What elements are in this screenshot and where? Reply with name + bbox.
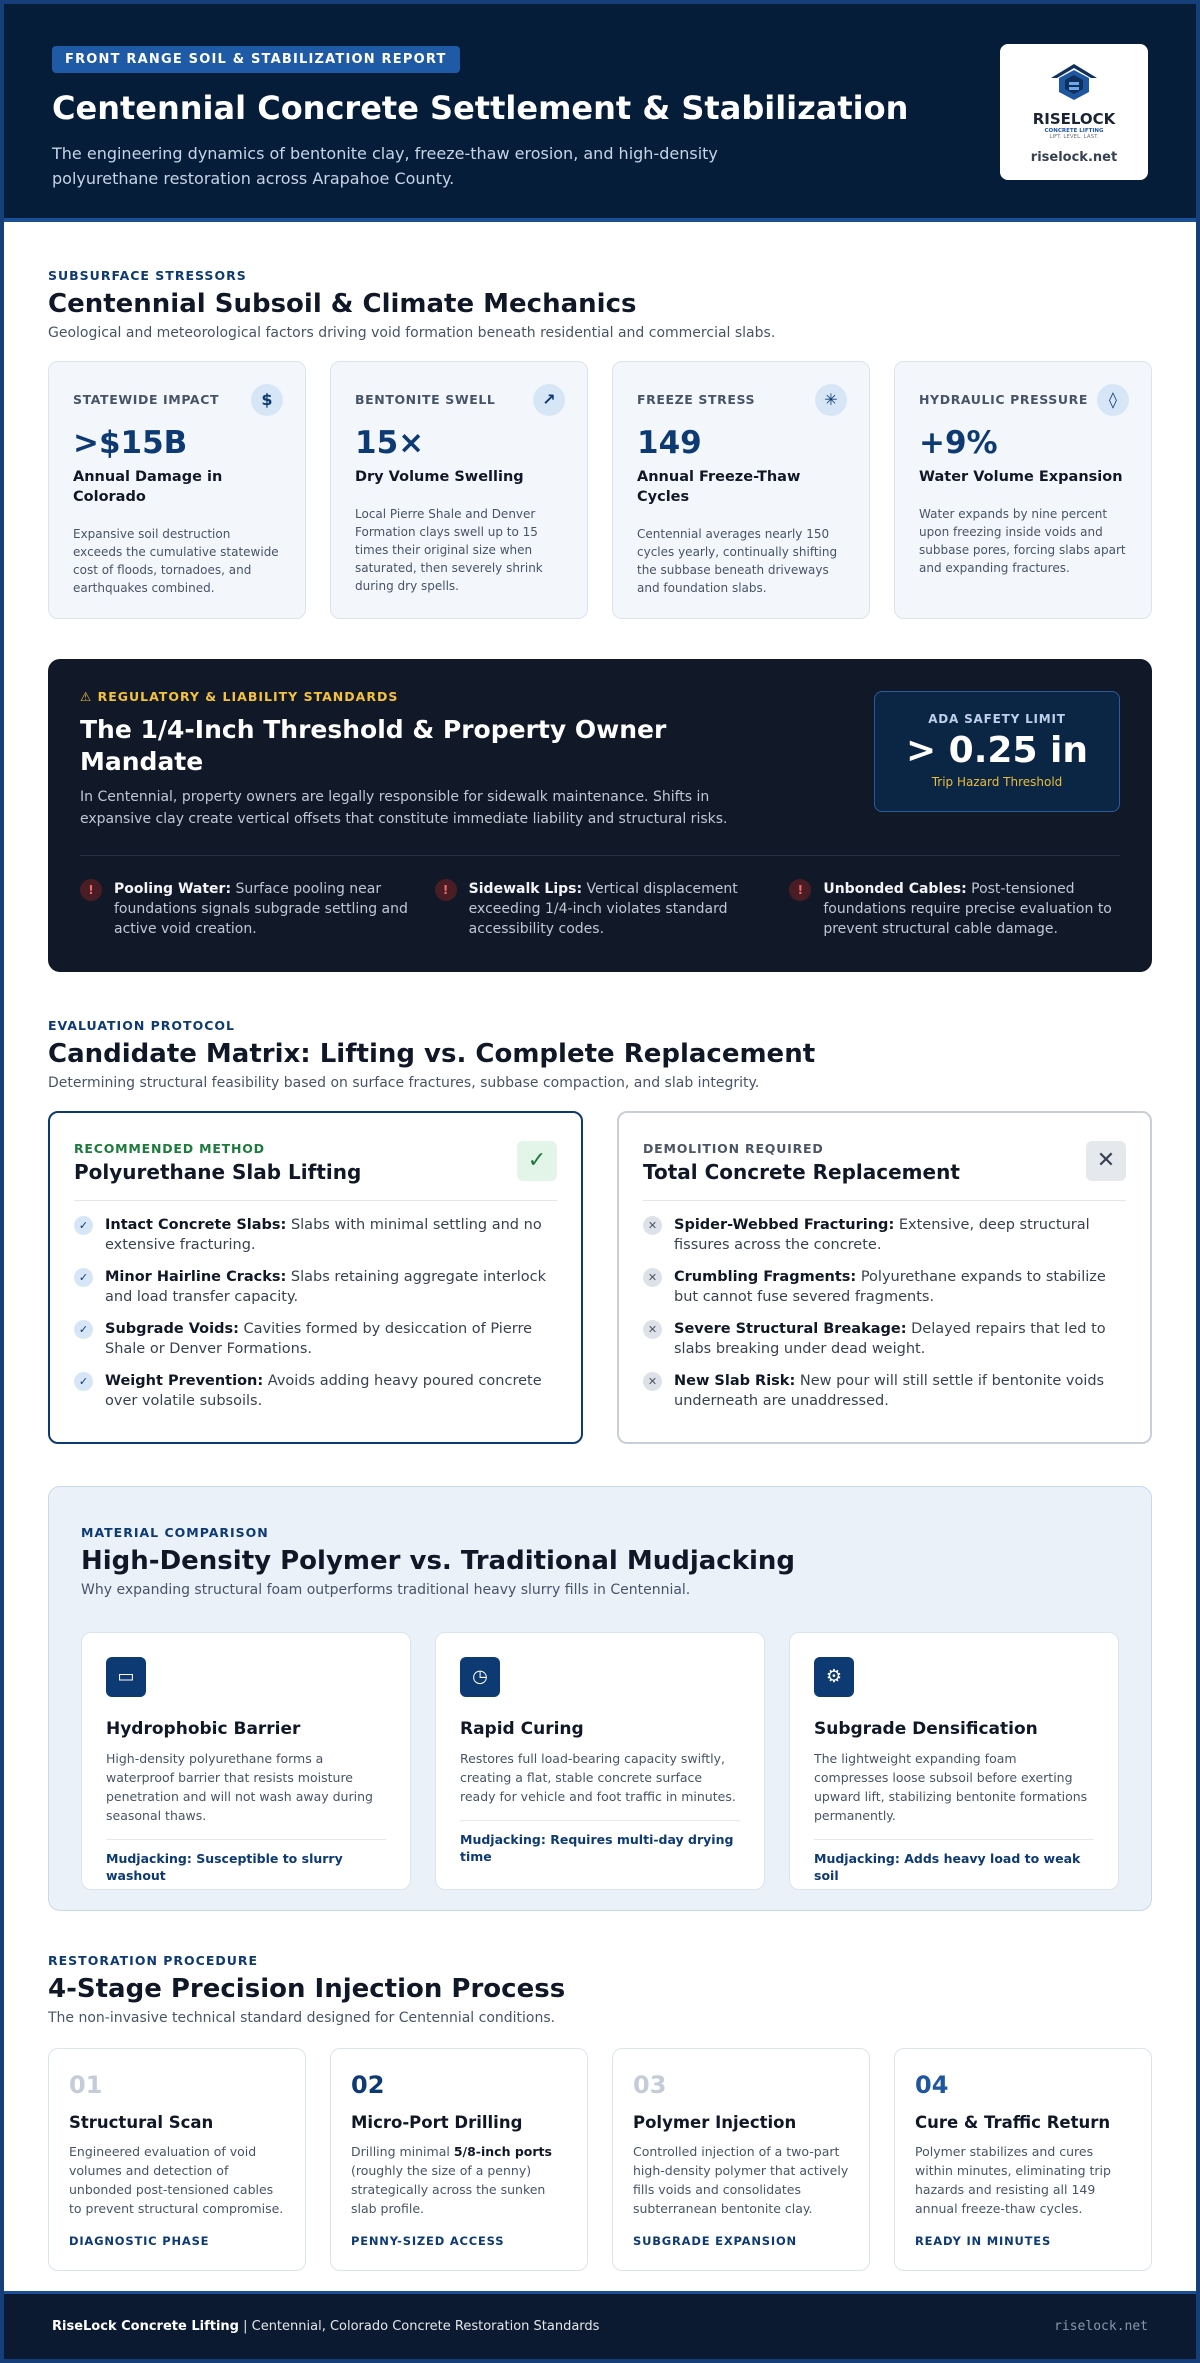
item-title: Minor Hairline Cracks: [105, 1269, 287, 1285]
material-comparison-panel [48, 1486, 1152, 1911]
page-subtitle: The engineering dynamics of bentonite clay, freeze-thaw erosion, and high-density polyurethane restoration across Arapahoe County. [52, 144, 718, 188]
x-icon: ✕ [643, 1216, 662, 1235]
step-number: 02 [351, 2071, 385, 2099]
demolition-card [617, 1111, 1152, 1444]
dollar-icon: $ [251, 384, 283, 416]
item-title: New Slab Risk: [674, 1373, 796, 1389]
demolition-eyebrow: DEMOLITION REQUIRED [643, 1141, 824, 1156]
stat-label: HYDRAULIC PRESSURE [919, 392, 1088, 407]
ada-limit-card [874, 691, 1120, 812]
step-number: 01 [69, 2071, 103, 2099]
house-shield-icon [1047, 62, 1101, 104]
process-steps [48, 2048, 1152, 2271]
step-footer: READY IN MINUTES [915, 2234, 1052, 2248]
stat-metric: Water Volume Expansion [919, 469, 1123, 485]
briefcase-icon: ▭ [106, 1657, 146, 1697]
stat-description: Centennial averages nearly 150 cycles yearly, continually shifting the subbase beneath driveways and foundation slabs. [637, 527, 838, 595]
x-icon: ✕ [643, 1268, 662, 1287]
material-eyebrow: MATERIAL COMPARISON [81, 1525, 269, 1540]
item-title: Intact Concrete Slabs: [105, 1217, 287, 1233]
step-card [48, 2048, 306, 2271]
alert-icon: ! [435, 879, 457, 901]
step-desc-emphasis: 5/8-inch ports [453, 2144, 552, 2159]
step-number: 03 [633, 2071, 667, 2099]
page-footer [4, 2291, 1196, 2359]
risk-title: Sidewalk Lips: [468, 881, 583, 897]
mandate-panel [48, 659, 1152, 972]
page-title: Centennial Concrete Settlement & Stabilization [52, 89, 909, 127]
item-text [674, 1215, 1126, 1255]
item-body: Avoids adding heavy poured concrete over volatile subsoils. [105, 1373, 542, 1409]
process-title: 4-Stage Precision Injection Process [48, 1974, 566, 2004]
risk-body: Surface pooling near foundations signals subgrade settling and active void creation. [114, 881, 408, 937]
item-text [105, 1267, 557, 1307]
check-icon: ✓ [74, 1320, 93, 1339]
stat-label: BENTONITE SWELL [355, 392, 496, 407]
stressors-eyebrow: SUBSURFACE STRESSORS [48, 268, 247, 283]
material-card-desc: Restores full load-bearing capacity swiftly, creating a flat, stable concrete surface ready for vehicle and foot traffic in minutes. [460, 1751, 736, 1804]
stat-cards [48, 361, 1152, 619]
demolition-title: Total Concrete Replacement [643, 1160, 960, 1184]
material-card-title: Hydrophobic Barrier [106, 1719, 301, 1739]
stat-value: 15× [355, 425, 425, 461]
stat-metric: Annual Freeze-Thaw Cycles [637, 469, 801, 505]
logo-url[interactable]: riselock.net [1030, 150, 1118, 165]
material-title: High-Density Polymer vs. Traditional Mudjacking [81, 1546, 796, 1576]
stat-metric: Annual Damage in Colorado [73, 469, 223, 505]
matrix-lead: Determining structural feasibility based on surface fractures, subbase compaction, and slab integrity. [48, 1075, 760, 1091]
trend-up-icon: ↗ [533, 384, 565, 416]
logo-tagline-2: LIFT. LEVEL. LAST. [1049, 134, 1099, 140]
risk-text [114, 879, 411, 939]
stressors-section [4, 222, 1196, 2271]
item-title: Weight Prevention: [105, 1373, 264, 1389]
risk-item [789, 879, 1120, 939]
logo-card[interactable] [1000, 44, 1148, 180]
stressors-title: Centennial Subsoil & Climate Mechanics [48, 289, 637, 319]
matrix-section [48, 1018, 1152, 1444]
material-card-title: Subgrade Densification [814, 1719, 1038, 1739]
mandate-text: In Centennial, property owners are legally responsible for sidewalk maintenance. Shifts in expansive clay create vertical offsets that constitute immediate liability and structural risks. [80, 789, 728, 827]
ada-note: Trip Hazard Threshold [931, 775, 1063, 789]
step-number: 04 [915, 2071, 949, 2099]
stat-metric: Dry Volume Swelling [355, 469, 524, 485]
ada-value: > 0.25 in [905, 730, 1089, 771]
item-body: Cavities formed by desiccation of Pierre Shale or Denver Formations. [105, 1321, 533, 1357]
step-desc [351, 2142, 567, 2218]
logo-wordmark: RISELOCK [1032, 110, 1116, 128]
recommended-card [48, 1111, 583, 1444]
material-lead: Why expanding structural foam outperforms traditional heavy slurry fills in Centennial. [81, 1582, 691, 1598]
stat-card-freeze-stress [612, 361, 870, 619]
stat-card-hydraulic-pressure [894, 361, 1152, 619]
step-card [612, 2048, 870, 2271]
step-desc-a: Drilling minimal [351, 2144, 454, 2159]
stat-description: Water expands by nine percent upon freezing inside voids and subbase pores, forcing slabs apart and expanding fractures. [919, 507, 1126, 575]
step-title: Micro-Port Drilling [351, 2113, 523, 2132]
mudjacking-compare: Mudjacking: Adds heavy load to weak soil [814, 1851, 1081, 1883]
stat-description: Expansive soil destruction exceeds the cumulative statewide cost of floods, tornadoes, and earthquakes combined. [73, 527, 279, 595]
matrix-cards [48, 1111, 1152, 1444]
check-icon: ✓ [74, 1372, 93, 1391]
item-text [105, 1371, 557, 1411]
mudjacking-compare: Mudjacking: Requires multi-day drying time [460, 1832, 734, 1864]
step-card [894, 2048, 1152, 2271]
list-item [74, 1215, 557, 1255]
risk-text [469, 879, 766, 939]
step-title: Cure & Traffic Return [915, 2113, 1111, 2132]
recommended-title: Polyurethane Slab Lifting [74, 1160, 362, 1184]
matrix-eyebrow: EVALUATION PROTOCOL [48, 1018, 235, 1033]
footer-text [52, 2319, 599, 2334]
material-card [81, 1632, 411, 1890]
list-item [74, 1267, 557, 1307]
item-body: Slabs with minimal settling and no extensive fracturing. [105, 1217, 542, 1253]
item-body: Polyurethane expands to stabilize but cannot fuse severed fragments. [674, 1269, 1106, 1305]
process-eyebrow: RESTORATION PROCEDURE [48, 1953, 259, 1968]
divider [80, 855, 1120, 856]
risk-title: Unbonded Cables: [823, 881, 967, 897]
stat-description: Local Pierre Shale and Denver Formation clays swell up to 15 times their original size when saturated, then severely shrink during dry spells. [355, 507, 543, 593]
item-title: Spider-Webbed Fracturing: [674, 1217, 895, 1233]
material-card [435, 1632, 765, 1890]
check-icon: ✓ [74, 1268, 93, 1287]
mandate-title: The 1/4-Inch Threshold & Property Owner Mandate [80, 715, 667, 776]
step-desc-c: (roughly the size of a penny) strategically across the sunken slab profile. [351, 2163, 546, 2216]
stat-card-bentonite-swell [330, 361, 588, 619]
risk-item [435, 879, 766, 939]
item-text [674, 1267, 1126, 1307]
clock-icon: ◷ [460, 1657, 500, 1697]
footer-caption: | Centennial, Colorado Concrete Restoration Standards [238, 2319, 600, 2334]
step-desc: Engineered evaluation of void volumes and detection of unbonded post-tensioned cables to prevent structural compromise. [69, 2144, 284, 2216]
item-text [105, 1319, 557, 1359]
stat-value: >$15B [73, 425, 188, 461]
list-item [643, 1319, 1126, 1359]
x-icon: ✕ [643, 1320, 662, 1339]
stressors-lead: Geological and meteorological factors driving void formation beneath residential and commercial slabs. [48, 325, 776, 341]
matrix-title: Candidate Matrix: Lifting vs. Complete Replacement [48, 1039, 816, 1069]
item-body: New pour will still settle if bentonite voids underneath are unaddressed. [674, 1373, 1105, 1409]
list-item [643, 1267, 1126, 1307]
check-icon: ✓ [74, 1216, 93, 1235]
item-text [674, 1371, 1126, 1411]
check-icon: ✓ [517, 1141, 557, 1181]
process-lead: The non-invasive technical standard designed for Centennial conditions. [48, 2010, 556, 2026]
material-card-title: Rapid Curing [460, 1719, 584, 1739]
list-item [643, 1371, 1126, 1411]
step-title: Polymer Injection [633, 2113, 797, 2132]
step-card [330, 2048, 588, 2271]
x-icon: ✕ [643, 1372, 662, 1391]
close-icon: ✕ [1086, 1141, 1126, 1181]
material-card [789, 1632, 1119, 1890]
material-card-desc: The lightweight expanding foam compresses loose subsoil before exerting upward lift, stabilizing bentonite formations permanently. [814, 1751, 1088, 1823]
alert-icon: ! [789, 879, 811, 901]
step-footer: SUBGRADE EXPANSION [633, 2234, 797, 2248]
divider [106, 1839, 386, 1840]
snowflake-icon: ✳ [815, 384, 847, 416]
list-item [74, 1371, 557, 1411]
divider [74, 1200, 557, 1201]
risk-title: Pooling Water: [114, 881, 232, 897]
item-title: Crumbling Fragments: [674, 1269, 857, 1285]
risk-list [80, 879, 1120, 939]
item-title: Subgrade Voids: [105, 1321, 239, 1337]
item-title: Severe Structural Breakage: [674, 1321, 907, 1337]
divider [814, 1839, 1094, 1840]
report-tag: FRONT RANGE SOIL & STABILIZATION REPORT [52, 46, 460, 73]
droplet-icon: ◊ [1097, 384, 1129, 416]
stat-label: FREEZE STRESS [637, 392, 756, 407]
recommended-eyebrow: RECOMMENDED METHOD [74, 1141, 265, 1156]
mudjacking-compare: Mudjacking: Susceptible to slurry washout [106, 1851, 343, 1883]
step-title: Structural Scan [69, 2113, 214, 2132]
item-text [674, 1319, 1126, 1359]
logo-tagline: CONCRETE LIFTING [1044, 128, 1104, 134]
mandate-eyebrow-text: REGULATORY & LIABILITY STANDARDS [97, 689, 399, 704]
stat-value: 149 [637, 425, 702, 461]
item-body: Extensive, deep structural fissures across the concrete. [674, 1217, 1090, 1253]
alert-icon: ! [80, 879, 102, 901]
list-item [643, 1215, 1126, 1255]
gear-icon: ⚙ [814, 1657, 854, 1697]
warning-icon: ⚠ [80, 689, 98, 704]
step-footer: PENNY-SIZED ACCESS [351, 2234, 505, 2248]
ada-label: ADA SAFETY LIMIT [928, 712, 1066, 726]
hero-header [4, 4, 1196, 222]
footer-url[interactable]: riselock.net [1054, 2319, 1148, 2334]
process-section [48, 1953, 1152, 2271]
risk-body: Vertical displacement exceeding 1/4-inch violates standard accessibility codes. [468, 881, 738, 937]
step-desc: Controlled injection of a two-part high-density polymer that actively fills voids and consolidates subterranean bentonite clay. [633, 2144, 849, 2216]
risk-item [80, 879, 411, 939]
material-card-desc: High-density polyurethane forms a waterproof barrier that resists moisture penetration and will not wash away during seasonal thaws. [106, 1751, 373, 1823]
footer-brand: RiseLock Concrete Lifting [52, 2319, 239, 2334]
item-text [105, 1215, 557, 1255]
stat-label: STATEWIDE IMPACT [73, 392, 220, 407]
risk-text [823, 879, 1120, 939]
divider [460, 1820, 740, 1821]
step-desc: Polymer stabilizes and cures within minutes, eliminating trip hazards and resisting all 149 annual freeze-thaw cycles. [915, 2144, 1111, 2216]
material-cards [81, 1632, 1119, 1890]
stat-value: +9% [919, 425, 998, 461]
step-footer: DIAGNOSTIC PHASE [69, 2234, 210, 2248]
list-item [74, 1319, 557, 1359]
stat-card-statewide-impact [48, 361, 306, 619]
item-body: Slabs retaining aggregate interlock and load transfer capacity. [105, 1269, 547, 1305]
risk-body: Post-tensioned foundations require precise evaluation to prevent structural cable damage. [823, 881, 1112, 937]
divider [643, 1200, 1126, 1201]
item-body: Delayed repairs that led to slabs breaking under dead weight. [674, 1321, 1106, 1357]
